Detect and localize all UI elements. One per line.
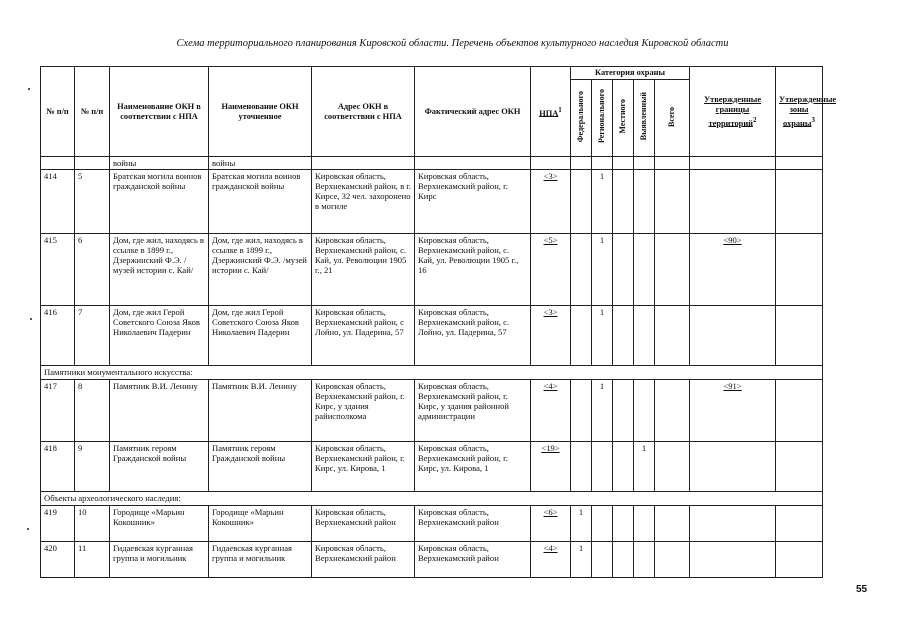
npa-ref: <6> <box>531 506 571 542</box>
section-title: Объекты археологического наследия: <box>41 492 823 506</box>
okn-address: Кировская область, Верхнекамский район, с Лойно, ул. Падерина, 57 <box>312 306 415 366</box>
cat-identified <box>634 506 655 542</box>
group-archaeology <box>41 506 823 578</box>
cat-regional: 1 <box>592 380 613 442</box>
table-row <box>41 234 823 306</box>
okn-actual-address: Кировская область, Верхнекамский район, с. Лойно, ул. Падерина, 57 <box>415 306 531 366</box>
okn-address: Кировская область, Верхнекамский район, с. Кай, ул. Революции 1905 г., 21 <box>312 234 415 306</box>
row-sub-number: 8 <box>75 380 110 442</box>
cat-federal <box>571 306 592 366</box>
col-header-identified <box>634 80 655 157</box>
okn-name-refined: Дом, где жил, находясь в ссылке в 1899 г., Дзержинский Ф.Э. /музей истории с. Кай/ <box>209 234 312 306</box>
col-header-zones <box>776 67 837 157</box>
cat-identified <box>634 234 655 306</box>
group-monuments <box>41 380 823 492</box>
npa-footnote: 1 <box>558 105 562 114</box>
okn-name-refined: Памятник героям Гражданской войны <box>209 442 312 492</box>
okn-address: Кировская область, Верхнекамский район, г. Кирс, у здания райисполкома <box>312 380 415 442</box>
okn-name: Памятник В.И. Ленину <box>110 380 209 442</box>
cat-federal <box>571 234 592 306</box>
cat-federal <box>571 380 592 442</box>
cat-total <box>655 506 690 542</box>
row-sub-number: 7 <box>75 306 110 366</box>
row-number: 418 <box>41 442 75 492</box>
okn-name: Памятник героям Гражданской войны <box>110 442 209 492</box>
cat-total <box>655 306 690 366</box>
table-row <box>41 542 823 578</box>
cat-identified <box>634 380 655 442</box>
cat-federal: 1 <box>571 506 592 542</box>
approved-zones <box>776 442 823 492</box>
cat-total <box>655 170 690 234</box>
col-header-borders <box>690 67 776 157</box>
cat-identified <box>634 306 655 366</box>
okn-actual-address: Кировская область, Верхнекамский район <box>415 542 531 578</box>
cat-total <box>655 442 690 492</box>
continuation-row <box>41 157 823 170</box>
okn-table <box>40 66 837 578</box>
row-sub-number: 6 <box>75 234 110 306</box>
row-sub-number: 10 <box>75 506 110 542</box>
okn-address: Кировская область, Верхнекамский район <box>312 542 415 578</box>
row-number: 416 <box>41 306 75 366</box>
okn-name-refined: Городище «Марьин Кокошник» <box>209 506 312 542</box>
table-row <box>41 506 823 542</box>
regional-label: Регионального <box>597 89 606 144</box>
approved-borders: <91> <box>690 380 776 442</box>
approved-zones <box>776 306 823 366</box>
col-header-regional <box>592 80 613 157</box>
okn-name: Братская могила воинов гражданской войны <box>110 170 209 234</box>
col-header-name: Наименование ОКН в соответствии с НПА <box>110 67 209 157</box>
row-number: 417 <box>41 380 75 442</box>
scan-speck <box>28 88 30 90</box>
row-number: 415 <box>41 234 75 306</box>
approved-borders <box>690 442 776 492</box>
zones-label: Утвержденные зоны охраны <box>779 94 837 128</box>
cat-regional: 1 <box>592 234 613 306</box>
okn-address: Кировская область, Верхнекамский район <box>312 506 415 542</box>
scan-speck <box>27 528 29 530</box>
section-title: Памятники монументального искусства: <box>41 366 823 380</box>
okn-name: Дом, где жил, находясь в ссылке в 1899 г., Дзержинский Ф.Э. /музей истории с. Кай/ <box>110 234 209 306</box>
continuation-name-refined: войны <box>209 157 312 170</box>
okn-actual-address: Кировская область, Верхнекамский район, г. Кирс, у здания районной администрации <box>415 380 531 442</box>
okn-actual-address: Кировская область, Верхнекамский район <box>415 506 531 542</box>
col-header-npa <box>531 67 571 157</box>
col-header-total <box>655 80 690 157</box>
okn-name-refined: Гидаевская курганная группа и могильник <box>209 542 312 578</box>
npa-ref: <4> <box>531 542 571 578</box>
col-header-address: Адрес ОКН в соответствии с НПА <box>312 67 415 157</box>
cat-regional <box>592 542 613 578</box>
table-row <box>41 170 823 234</box>
approved-zones <box>776 506 823 542</box>
okn-address: Кировская область, Верхнекамский район, г. Кирс, ул. Кирова, 1 <box>312 442 415 492</box>
approved-zones <box>776 170 823 234</box>
okn-name-refined: Памятник В.И. Ленину <box>209 380 312 442</box>
approved-zones <box>776 234 823 306</box>
cat-total <box>655 234 690 306</box>
table-row <box>41 442 823 492</box>
col-header-name-refined: Наименование ОКН уточненное <box>209 67 312 157</box>
cat-local <box>613 234 634 306</box>
cat-identified: 1 <box>634 442 655 492</box>
cat-local <box>613 380 634 442</box>
section-row-archaeology <box>41 492 823 506</box>
cat-federal <box>571 442 592 492</box>
table-row <box>41 306 823 366</box>
col-header-local <box>613 80 634 157</box>
col-header-actual-address: Фактический адрес ОКН <box>415 67 531 157</box>
continuation-name: войны <box>110 157 209 170</box>
cat-local <box>613 442 634 492</box>
approved-zones <box>776 380 823 442</box>
okn-actual-address: Кировская область, Верхнекамский район, с. Кай, ул. Революции 1905 г., 16 <box>415 234 531 306</box>
npa-ref: <4> <box>531 380 571 442</box>
page-number: 55 <box>856 584 868 595</box>
cat-local <box>613 506 634 542</box>
cat-local <box>613 542 634 578</box>
cat-total <box>655 542 690 578</box>
npa-ref: <19> <box>531 442 571 492</box>
borders-label: Утвержденные границы территорий <box>703 94 762 128</box>
okn-name: Дом, где жил Герой Советского Союза Яков Николаевич Падерин <box>110 306 209 366</box>
federal-label: Федерального <box>576 90 585 143</box>
npa-ref: <5> <box>531 234 571 306</box>
col-header-category: Категория охраны <box>571 67 690 80</box>
okn-name: Городище «Марьин Кокошник» <box>110 506 209 542</box>
document-title: Схема территориального планирования Кировской области. Перечень объектов культурного наследия Кировской области <box>176 38 729 49</box>
okn-name-refined: Дом, где жил Герой Советского Союза Яков Николаевич Падерин <box>209 306 312 366</box>
approved-zones <box>776 542 823 578</box>
zones-footnote: 3 <box>811 115 815 124</box>
cat-local <box>613 306 634 366</box>
col-header-federal <box>571 80 592 157</box>
npa-ref: <3> <box>531 306 571 366</box>
approved-borders <box>690 170 776 234</box>
row-number: 419 <box>41 506 75 542</box>
okn-name-refined: Братская могила воинов гражданской войны <box>209 170 312 234</box>
row-number: 420 <box>41 542 75 578</box>
approved-borders <box>690 306 776 366</box>
cat-regional: 1 <box>592 306 613 366</box>
cat-identified <box>634 542 655 578</box>
cat-federal <box>571 170 592 234</box>
okn-address: Кировская область, Верхнекамский район, в г. Кирсе, 32 чел. захоронено в могиле <box>312 170 415 234</box>
borders-footnote: 2 <box>752 115 757 124</box>
npa-label: НПА <box>539 108 559 118</box>
okn-actual-address: Кировская область, Верхнекамский район, г. Кирс, ул. Кирова, 1 <box>415 442 531 492</box>
row-sub-number: 5 <box>75 170 110 234</box>
scan-speck <box>30 318 32 320</box>
col-header-num: № п/п <box>41 67 75 157</box>
local-label: Местного <box>618 99 627 134</box>
cat-identified <box>634 170 655 234</box>
identified-label: Выявленный <box>639 92 648 141</box>
cat-regional <box>592 506 613 542</box>
okn-name: Гидаевская курганная группа и могильник <box>110 542 209 578</box>
table-row <box>41 380 823 442</box>
cat-regional: 1 <box>592 170 613 234</box>
group-war-memorials <box>41 170 823 366</box>
cat-federal: 1 <box>571 542 592 578</box>
cat-regional <box>592 442 613 492</box>
row-sub-number: 9 <box>75 442 110 492</box>
npa-ref: <3> <box>531 170 571 234</box>
approved-borders <box>690 506 776 542</box>
approved-borders: <90> <box>690 234 776 306</box>
header-row-top <box>41 67 823 80</box>
col-header-num2: № п/п <box>75 67 110 157</box>
row-number: 414 <box>41 170 75 234</box>
approved-borders <box>690 542 776 578</box>
row-sub-number: 11 <box>75 542 110 578</box>
section-row-monumental <box>41 366 823 380</box>
okn-actual-address: Кировская область, Верхнекамский район, г. Кирс <box>415 170 531 234</box>
cat-total <box>655 380 690 442</box>
cat-local <box>613 170 634 234</box>
total-label: Всего <box>667 106 676 127</box>
